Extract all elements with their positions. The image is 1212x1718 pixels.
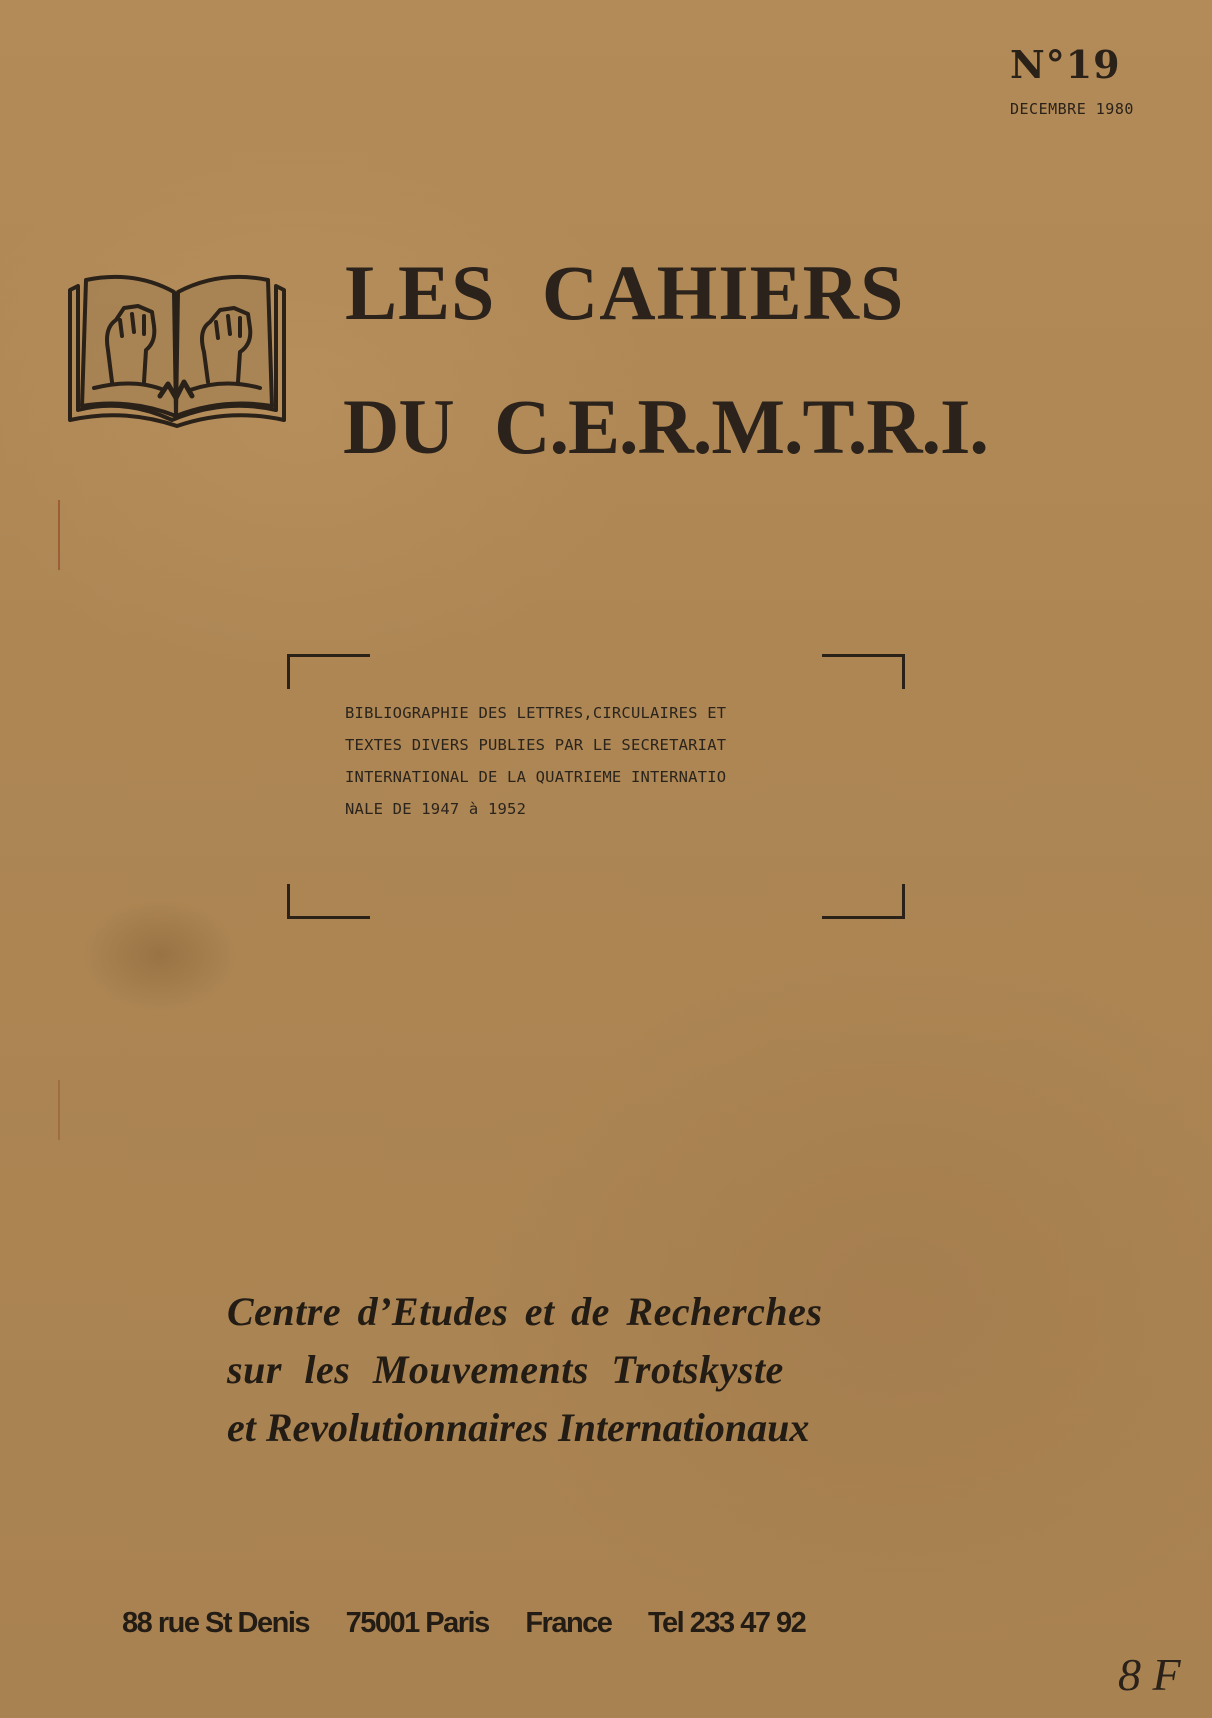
address-phone: Tel 233 47 92: [647, 1607, 806, 1639]
issue-date: DECEMBRE 1980: [1010, 100, 1134, 118]
description-line: TEXTES DIVERS PUBLIES PAR LE SECRETARIAT: [345, 736, 727, 754]
publication-subtitle: DU C.E.R.M.T.R.I.: [343, 383, 988, 470]
organization-name: [227, 1283, 1007, 1457]
organization-line: et Revolutionnaires Internationaux: [227, 1405, 810, 1450]
binding-stain: [58, 500, 60, 570]
frame-corner: [822, 884, 905, 919]
frame-corner: [287, 654, 370, 689]
frame-corner: [287, 884, 370, 919]
organization-line: sur les Mouvements Trotskyste: [227, 1347, 784, 1392]
address-city: 75001 Paris: [345, 1607, 489, 1639]
organization-line: Centre d’Etudes et de Recherches: [227, 1289, 823, 1334]
binding-stain: [58, 1080, 60, 1140]
address-street: 88 rue St Denis: [122, 1607, 310, 1639]
open-book-with-raised-fists-icon: [64, 270, 290, 430]
publication-title: LES CAHIERS: [345, 249, 905, 336]
issue-number: N°19: [1010, 42, 1121, 87]
postal-address: [122, 1607, 942, 1640]
price-label: 8 F: [1118, 1649, 1181, 1700]
description-line: INTERNATIONAL DE LA QUATRIEME INTERNATIO: [345, 768, 727, 786]
description-line: BIBLIOGRAPHIE DES LETTRES,CIRCULAIRES ET: [345, 704, 727, 722]
issue-description: [345, 697, 905, 825]
frame-corner: [822, 654, 905, 689]
description-line: NALE DE 1947 à 1952: [345, 800, 527, 818]
address-country: France: [525, 1607, 612, 1639]
